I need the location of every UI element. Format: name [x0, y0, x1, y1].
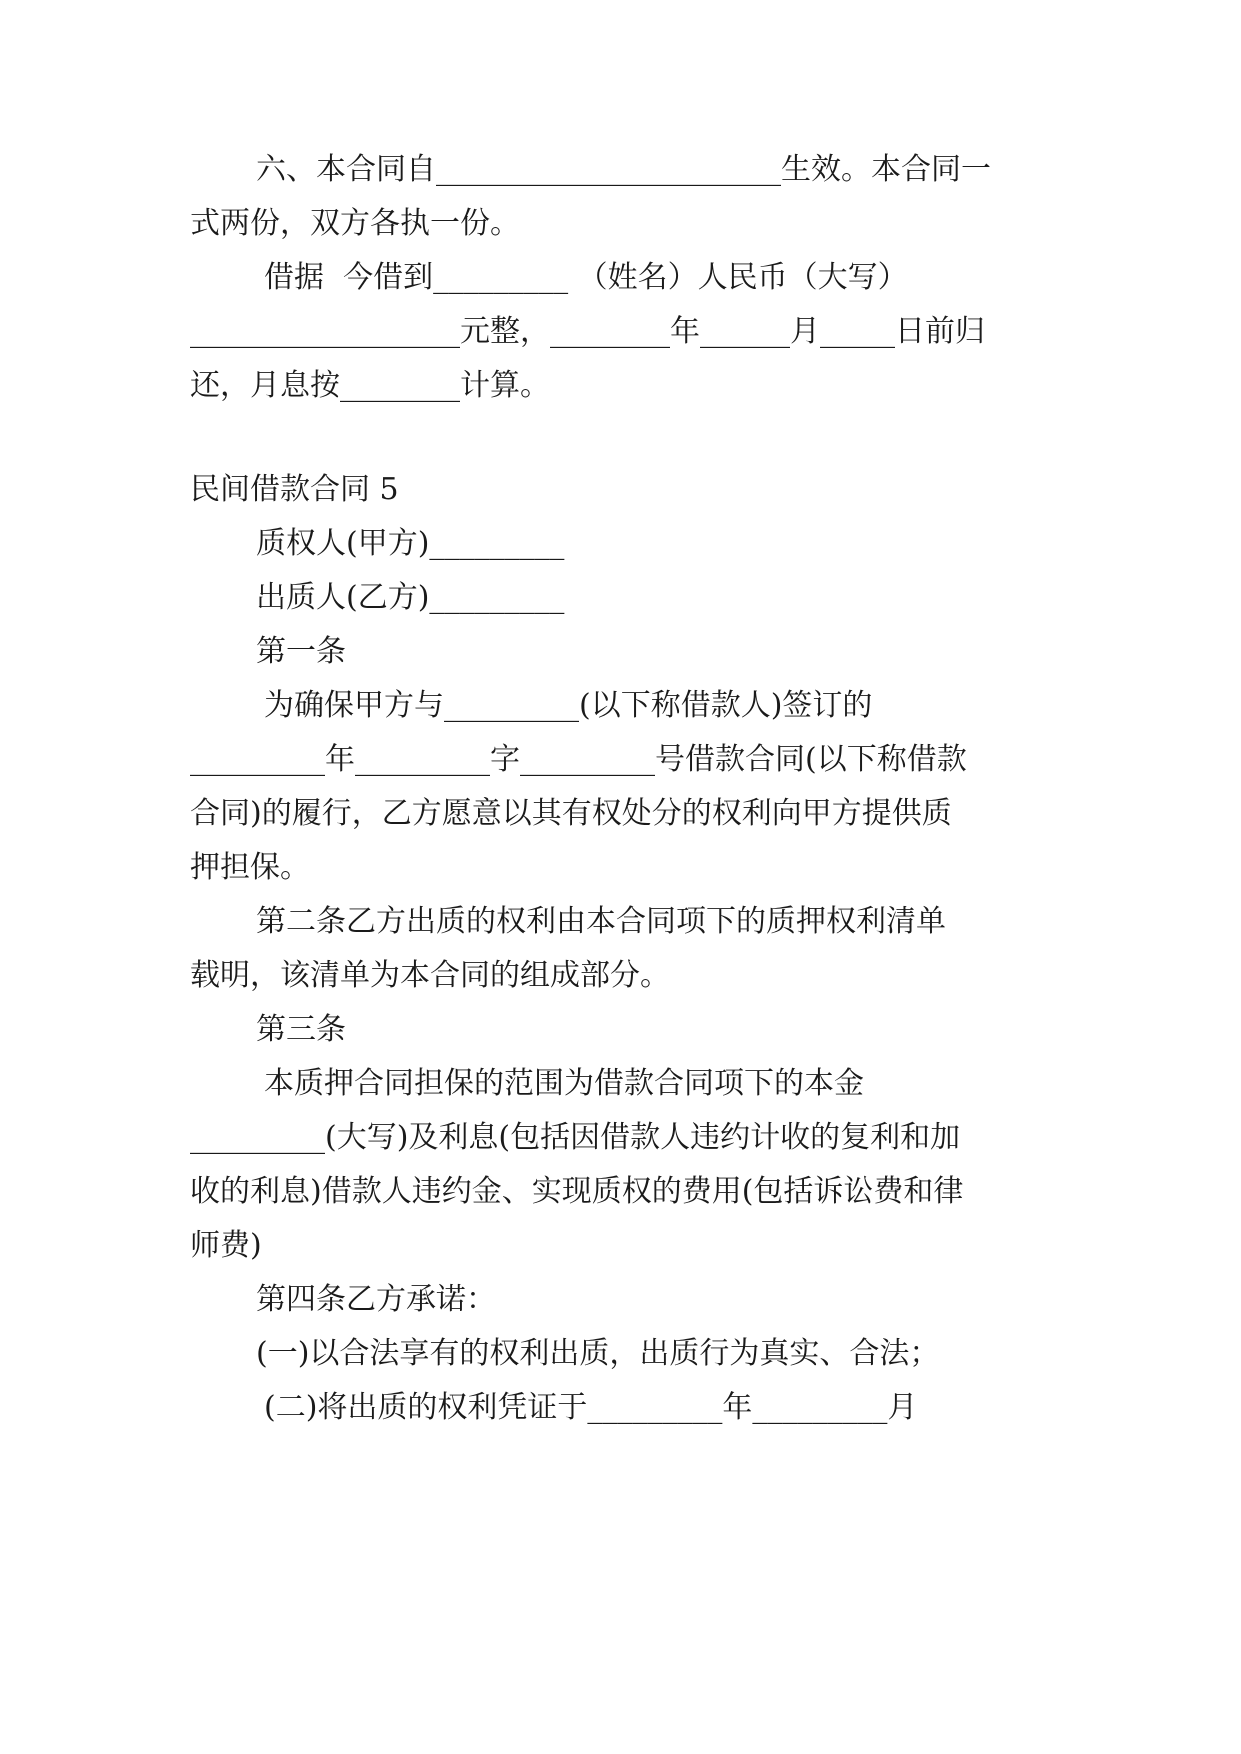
article-four-heading: 第四条乙方承诺： — [256, 1282, 496, 1317]
article-one-line-2: _________年_________字_________号借款合同(以下称借款 — [190, 742, 967, 777]
article-three-heading: 第三条 — [256, 1012, 346, 1047]
article-three-line-4: 师费) — [190, 1228, 262, 1263]
contract-title: 民间借款合同 5 — [190, 472, 399, 507]
article-three-line-1: 本质押合同担保的范围为借款合同项下的本金 — [264, 1066, 864, 1101]
article-one-line-3: 合同)的履行，乙方愿意以其有权处分的权利向甲方提供质 — [190, 796, 952, 831]
article-two-line-1: 第二条乙方出质的权利由本合同项下的质押权利清单 — [256, 904, 946, 939]
iou-line-2: __________________元整，________年______月_____日前归 — [190, 314, 985, 349]
clause-six-line-1: 六、本合同自_______________________生效。本合同一 — [256, 152, 991, 187]
pledgee-line: 质权人(甲方)_________ — [256, 526, 565, 561]
iou-line-1: 借据 今借到_________ （姓名）人民币（大写） — [264, 260, 908, 295]
clause-six-line-2: 式两份，双方各执一份。 — [190, 206, 520, 241]
article-one-line-4: 押担保。 — [190, 850, 310, 885]
article-two-line-2: 载明，该清单为本合同的组成部分。 — [190, 958, 670, 993]
article-four-item-1: (一)以合法享有的权利出质，出质行为真实、合法； — [256, 1336, 940, 1371]
article-one-line-1: 为确保甲方与_________(以下称借款人)签订的 — [264, 688, 873, 723]
pledgor-line: 出质人(乙方)_________ — [256, 580, 565, 615]
article-one-heading: 第一条 — [256, 634, 346, 669]
iou-line-3: 还，月息按________计算。 — [190, 368, 550, 403]
article-three-line-2: _________(大写)及利息(包括因借款人违约计收的复利和加 — [190, 1120, 961, 1155]
article-four-item-2: (二)将出质的权利凭证于_________年_________月 — [264, 1390, 918, 1425]
article-three-line-3: 收的利息)借款人违约金、实现质权的费用(包括诉讼费和律 — [190, 1174, 964, 1209]
